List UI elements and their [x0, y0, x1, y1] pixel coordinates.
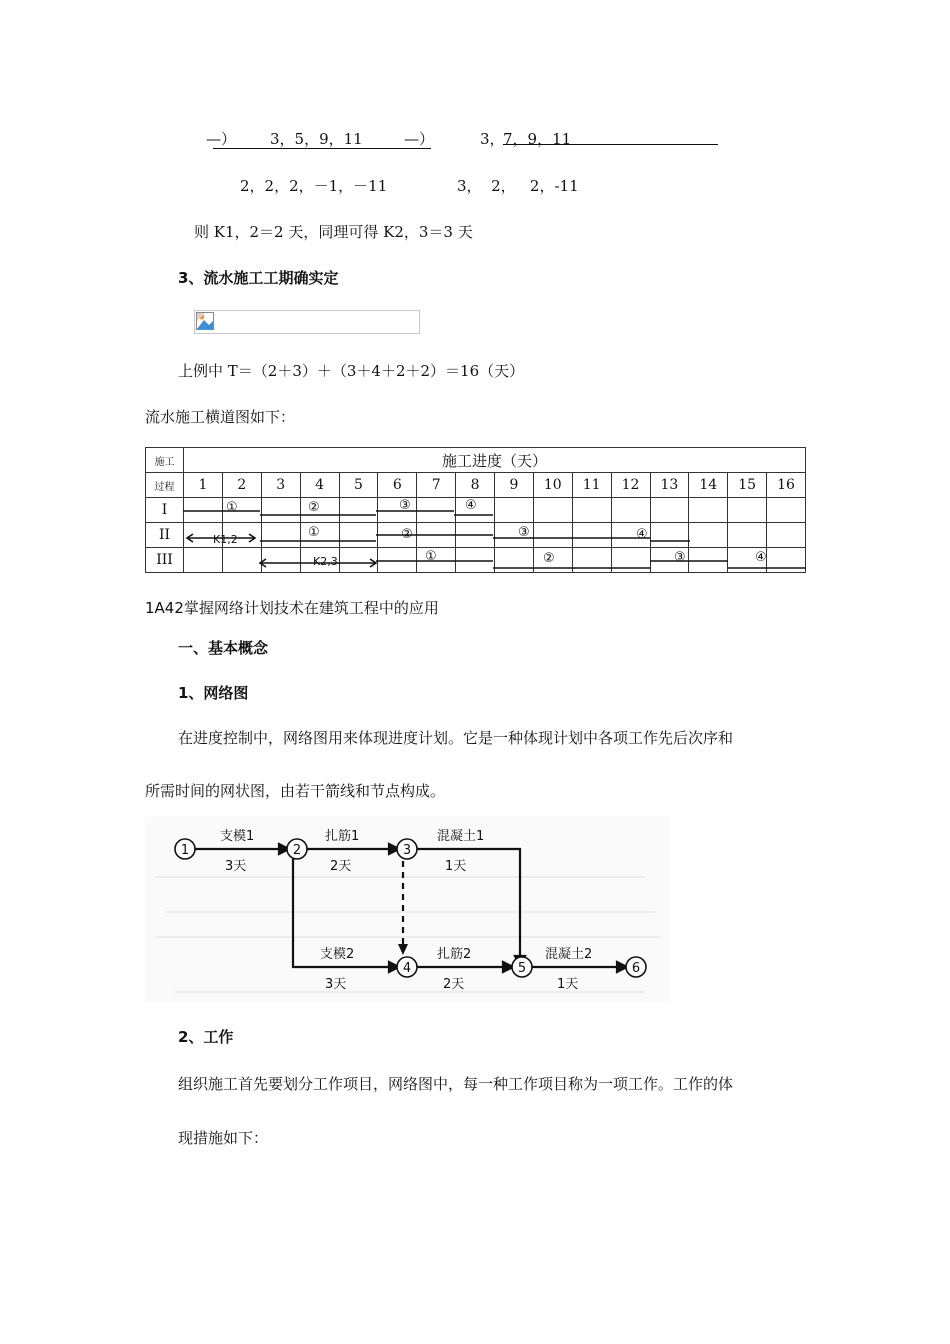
day-cell: 9 [495, 473, 534, 498]
day-cell: 10 [533, 473, 572, 498]
day-cell: 4 [300, 473, 339, 498]
calc-right-first: 3， [480, 130, 505, 148]
day-cell: 14 [689, 473, 728, 498]
calc-left-result: 2，2，2，－1，－11 [240, 177, 388, 195]
calc-left-prefix: —） [206, 130, 237, 148]
dur-zhimo2: 3天 [325, 977, 347, 992]
day-cell: 5 [339, 473, 378, 498]
basic-heading: 一、基本概念 [178, 639, 269, 657]
formula-image-placeholder [194, 310, 420, 334]
task-hunningtu2: 混凝土2 [545, 947, 593, 962]
dur-zhimo1: 3天 [225, 859, 247, 874]
row2-mark-1: ① [308, 525, 320, 540]
task-zhimo1: 支模1 [220, 829, 255, 844]
gantt-intro: 流水施工横道图如下： [145, 408, 296, 426]
row2-mark-4: ④ [636, 527, 648, 542]
k12-label: K1,2 [213, 533, 238, 546]
day-cell: 1 [184, 473, 223, 498]
row1-mark-1: ① [226, 500, 238, 515]
calc-right-underline [503, 144, 718, 145]
row1-mark-3: ③ [399, 498, 411, 513]
item1-heading: 1、网络图 [178, 684, 249, 702]
broken-image-icon [196, 312, 214, 330]
example-line: 上例中 T＝（2＋3）＋（3＋4＋2＋2）＝16（天） [178, 362, 525, 380]
day-cell: 16 [767, 473, 806, 498]
k23-label: K2,3 [313, 555, 338, 568]
calc-right-result: 3， 2， 2，-11 [457, 177, 579, 195]
calc-right-prefix: —） [404, 130, 435, 148]
corner-top: 施工 [146, 448, 184, 473]
day-cell: 7 [417, 473, 456, 498]
network-diagram [145, 817, 670, 1002]
dur-zhajin1: 2天 [330, 859, 352, 874]
chapter-heading: 1A42掌握网络计划技术在建筑工程中的应用 [145, 599, 439, 617]
para1-line2: 所需时间的网状图，由若干箭线和节点构成。 [145, 782, 446, 800]
task-zhajin2: 扎筋2 [437, 947, 472, 962]
day-cell: 8 [456, 473, 495, 498]
calc-left-underline [213, 148, 431, 149]
row1-mark-2: ② [308, 500, 320, 515]
row3-mark-4: ④ [755, 550, 767, 565]
task-hunningtu1: 混凝土1 [437, 829, 485, 844]
dur-hunningtu1: 1天 [445, 859, 467, 874]
row-label-2: II [146, 523, 184, 548]
day-cell: 3 [261, 473, 300, 498]
row-label-3: III [146, 548, 184, 573]
node-1: 1 [180, 843, 190, 858]
dur-zhajin2: 2天 [443, 977, 465, 992]
day-cell: 13 [650, 473, 689, 498]
day-cell: 15 [728, 473, 767, 498]
row3-mark-1: ① [425, 549, 437, 564]
node-5: 5 [517, 961, 527, 976]
node-3: 3 [402, 843, 412, 858]
task-zhimo2: 支模2 [320, 947, 355, 962]
section3-heading: 3、流水施工工期确实定 [178, 269, 339, 287]
gantt-header: 施工进度（天） [184, 448, 806, 473]
day-cell: 12 [611, 473, 650, 498]
row3-mark-3: ③ [674, 550, 686, 565]
para2-line1: 组织施工首先要划分工作项目，网络图中，每一种工作项目称为一项工作。工作的体 [178, 1075, 734, 1093]
node-4: 4 [402, 961, 412, 976]
result-line: 则 K1，2＝2 天，同理可得 K2，3＝3 天 [194, 223, 473, 241]
task-zhajin1: 扎筋1 [325, 829, 360, 844]
dur-hunningtu2: 1天 [557, 977, 579, 992]
day-cell: 2 [222, 473, 261, 498]
row3-mark-2: ② [543, 551, 555, 566]
para1-line1: 在进度控制中，网络图用来体现进度计划。它是一种体现计划中各项工作先后次序和 [178, 729, 734, 747]
calc-right-values: 7，9，11 [503, 130, 572, 148]
gantt-table [145, 447, 806, 573]
calc-left-values: 3，5，9，11 [270, 130, 363, 148]
row2-mark-2: ② [401, 527, 413, 542]
corner-bottom: 过程 [146, 473, 184, 498]
row2-mark-3: ③ [518, 525, 530, 540]
row-label-1: I [146, 498, 184, 523]
row1-mark-4: ④ [465, 498, 477, 513]
day-cell: 11 [572, 473, 611, 498]
node-6: 6 [631, 961, 641, 976]
day-cell: 6 [378, 473, 417, 498]
item2-heading: 2、工作 [178, 1028, 234, 1046]
node-2: 2 [292, 843, 302, 858]
para2-line2: 现措施如下： [178, 1129, 269, 1147]
